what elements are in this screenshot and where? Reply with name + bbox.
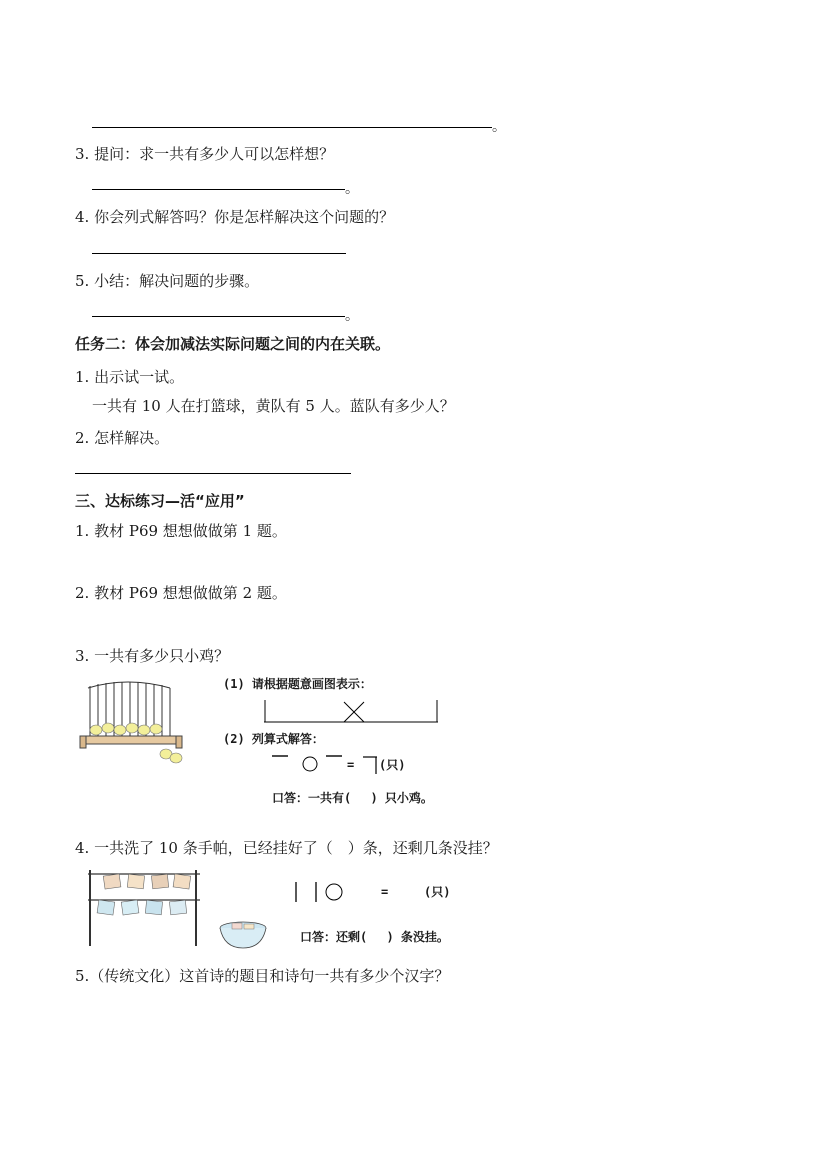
task-2-item-1-text: 一共有 10 人在打篮球，黄队有 5 人。蓝队有多少人？ [92,397,455,415]
line-end-mark: 。 [492,119,506,135]
wash-basin-icon [218,920,268,950]
practice-4: 4. 一共洗了 10 条手帕，已经挂好了（ ）条，还剩几条没挂？ [75,839,498,857]
line-diagram-blank [264,698,440,724]
chick-unit: (只) [379,758,406,772]
hanky-equals: = [381,885,389,899]
question-5: 5. 小结：解决问题的步骤。 [75,272,260,290]
chick-step-1: (1) 请根据题意画图表示： [223,677,372,691]
hanky-answer: 口答：还剩( ) 条没挂。 [300,930,449,944]
task-2-heading: 任务二：体会加减法实际问题之间的内在关联。 [75,335,391,353]
practice-1: 1. 教材 P69 想想做做第 1 题。 [75,522,287,540]
question-3: 3. 提问：求一共有多少人可以怎样想？ [75,145,335,163]
answer-line [92,189,345,190]
equation-blanks [270,752,350,774]
hanky-equation-blanks [290,880,350,904]
chick-coop-illustration [78,678,184,770]
task-2-item-2: 2. 怎样解决。 [75,429,170,447]
line-end-mark: 。 [345,181,359,197]
answer-line [92,127,492,128]
question-4: 4. 你会列式解答吗？你是怎样解决这个问题的？ [75,208,395,226]
answer-line [75,473,351,474]
chick-equals: = [347,758,355,772]
answer-line [92,316,345,317]
result-blank [361,754,379,776]
task-2-item-1: 1. 出示试一试。 [75,368,185,386]
hanky-unit: (只) [424,885,451,899]
section-3-heading: 三、达标练习—活“应用” [75,492,245,510]
line-end-mark: 。 [345,308,359,324]
practice-3: 3. 一共有多少只小鸡？ [75,647,230,665]
chick-step-2: (2) 列算式解答： [223,732,324,746]
practice-5: 5.（传统文化）这首诗的题目和诗句一共有多少个汉字？ [75,967,450,985]
answer-line [92,253,346,254]
chick-answer: 口答：一共有( ) 只小鸡。 [272,791,433,805]
practice-2: 2. 教材 P69 想想做做第 2 题。 [75,584,287,602]
handkerchief-rack-illustration [84,866,206,948]
